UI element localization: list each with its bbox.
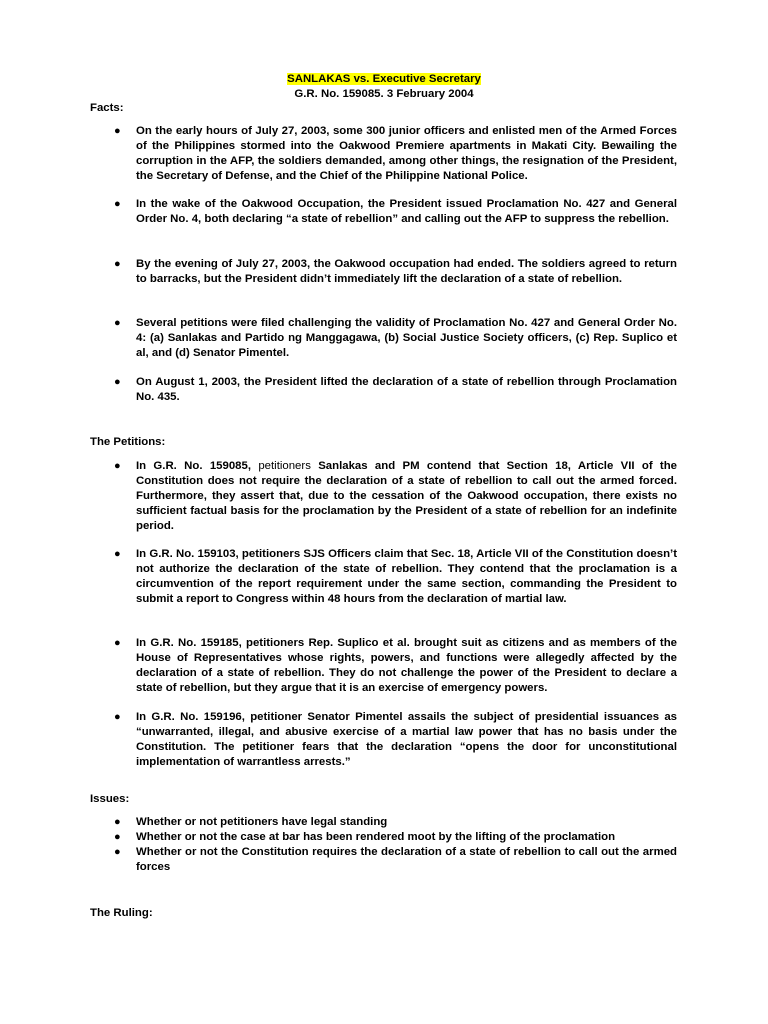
bullet-icon: ●: [114, 198, 121, 210]
case-title-block: [0, 72, 768, 102]
bullet-icon: ●: [114, 376, 121, 388]
section-heading-petitions: The Petitions:: [90, 436, 166, 448]
case-citation: G.R. No. 159085. 3 February 2004: [294, 88, 474, 100]
section-heading-facts: Facts:: [90, 102, 124, 114]
petition-text: In G.R. No. 159085, petitioners Sanlakas and PM contend that Section 18, Article VII of the Constitution does not require the declaration of a state of rebellion to call out the armed forced. Furthermore, they assert that, due to the cessation of the Oakwood occupation, there exists no sufficient factual basis for the proclamation by the President of a state of rebellion for an indefinite period.: [136, 460, 678, 532]
bullet-icon: ●: [114, 637, 121, 649]
bullet-icon: ●: [114, 317, 121, 329]
fact-text: In the wake of the Oakwood Occupation, the President issued Proclamation No. 427 and General Order No. 4, both declaring “a state of rebellion” and calling out the AFP to suppress the rebellion.: [136, 198, 677, 225]
bullet-icon: ●: [114, 816, 121, 828]
bullet-icon: ●: [114, 831, 121, 843]
section-heading-ruling: The Ruling:: [90, 907, 153, 919]
issue-text: Whether or not the Constitution requires the declaration of a state of rebellion to call out the armed forces: [136, 846, 677, 873]
petition-text: In G.R. No. 159196, petitioner Senator Pimentel assails the subject of presidential issuances as “unwarranted, illegal, and abusive exercise of a martial law power that has no basis under the Constitution. The petitioner fears that the declaration “opens the door for unconstitutional implementation of warrantless arrests.”: [136, 711, 677, 768]
issue-text: Whether or not the case at bar has been rendered moot by the lifting of the proclamation: [136, 831, 616, 843]
section-heading-issues: Issues:: [90, 793, 130, 805]
case-title: SANLAKAS vs. Executive Secretary: [287, 73, 481, 85]
petition-text: In G.R. No. 159103, petitioners SJS Officers claim that Sec. 18, Article VII of the Constitution doesn’t not authorize the declaration of the state of rebellion. They contend that the proclamation is a circumvention of the report requirement under the same section, commanding the President to submit a report to Congress within 48 hours from the declaration of martial law.: [136, 548, 677, 605]
fact-text: By the evening of July 27, 2003, the Oakwood occupation had ended. The soldiers agreed to return to barracks, but the President didn’t immediately lift the declaration of a state of rebellion.: [136, 258, 677, 285]
bullet-icon: ●: [114, 125, 121, 137]
issue-text: Whether or not petitioners have legal standing: [136, 816, 388, 828]
fact-text: On the early hours of July 27, 2003, some 300 junior officers and enlisted men of the Armed Forces of the Philippines stormed into the Oakwood Premiere apartments in Makati City. Bewailing the corruption in the AFP, the soldiers demanded, among other things, the resignation of the President, the Secretary of Defense, and the Chief of the Philippine National Police.: [136, 125, 677, 182]
fact-text: On August 1, 2003, the President lifted the declaration of a state of rebellion through Proclamation No. 435.: [136, 376, 677, 403]
bullet-icon: ●: [114, 548, 121, 560]
bullet-icon: ●: [114, 711, 121, 723]
bullet-icon: ●: [114, 258, 121, 270]
petition-text: In G.R. No. 159185, petitioners Rep. Suplico et al. brought suit as citizens and as members of the House of Representatives whose rights, powers, and functions were allegedly affected by the declaration of a state of rebellion. They do not challenge the power of the President to declare a state of rebellion, but they argue that it is an exercise of emergency powers.: [136, 637, 677, 694]
fact-text: Several petitions were filed challenging the validity of Proclamation No. 427 and General Order No. 4: (a) Sanlakas and Partido ng Manggagawa, (b) Social Justice Society officers, (c) Rep. Suplico et al, and (d) Senator Pimentel.: [136, 317, 677, 359]
bullet-icon: ●: [114, 846, 121, 858]
bullet-icon: ●: [114, 460, 121, 472]
